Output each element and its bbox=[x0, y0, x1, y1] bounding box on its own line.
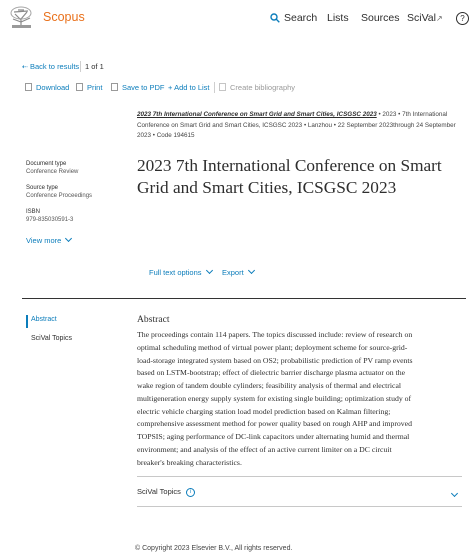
sidenav-scival-topics[interactable]: SciVal Topics bbox=[31, 335, 72, 342]
nav-sources[interactable]: Sources bbox=[361, 12, 400, 24]
abstract-line: comprehensive assessment method for power quality based on rough AHP and improved bbox=[137, 419, 412, 429]
abstract-heading: Abstract bbox=[137, 314, 170, 325]
help-icon[interactable]: ? bbox=[456, 12, 469, 25]
external-link-icon: ↗ bbox=[435, 14, 443, 23]
section-divider bbox=[22, 298, 466, 299]
chevron-down-icon bbox=[65, 235, 72, 242]
pdf-icon bbox=[111, 83, 118, 91]
sidenav-abstract[interactable]: Abstract bbox=[31, 316, 57, 323]
source-location-dates: Conference on Smart Grid and Smart Cities, ICSGSC 2023 • Lanzhou • 22 September 2023through 24 September bbox=[137, 121, 456, 129]
save-pdf-button[interactable] bbox=[111, 83, 165, 92]
back-to-results-label: Back to results bbox=[29, 62, 80, 71]
export-button[interactable] bbox=[222, 268, 254, 277]
abstract-line: breaker's breaking characteristics. bbox=[137, 457, 242, 467]
source-code: 2023 • Code 194615 bbox=[137, 132, 195, 139]
bibliography-icon bbox=[219, 83, 226, 91]
export-label: Export bbox=[222, 268, 244, 277]
divider bbox=[137, 506, 462, 507]
back-arrow-icon: ⇠ bbox=[22, 64, 28, 71]
print-button[interactable] bbox=[76, 83, 102, 92]
abstract-line: load-storage integrated system based on OS2; probabilistic prediction of PV ramp events bbox=[137, 355, 413, 365]
plus-icon: + bbox=[168, 83, 175, 92]
copyright: © Copyright 2023 Elsevier B.V., All rights reserved. bbox=[135, 545, 293, 552]
divider bbox=[137, 476, 462, 477]
view-more-label: View more bbox=[26, 236, 62, 245]
isbn-value: 979-835030591-3 bbox=[26, 217, 74, 224]
page-title-line-2: Grid and Smart Cities, ICSGSC 2023 bbox=[137, 178, 397, 197]
download-icon bbox=[25, 83, 32, 91]
doc-type-label: Document type bbox=[26, 161, 67, 167]
source-type-value: Conference Proceedings bbox=[26, 193, 93, 200]
full-text-options-label: Full text options bbox=[149, 268, 202, 277]
source-info bbox=[137, 110, 467, 142]
print-label: Print bbox=[87, 83, 103, 92]
abstract-line: based on LSTM-bootstrap; effect of dielectric barrier discharge plasma actuator on the bbox=[137, 368, 406, 378]
active-indicator bbox=[26, 315, 28, 328]
full-text-options-button[interactable] bbox=[149, 268, 212, 277]
elsevier-logo[interactable] bbox=[8, 6, 35, 29]
scopus-logo[interactable]: Scopus bbox=[43, 10, 85, 24]
document-details bbox=[26, 160, 92, 224]
nav-search-label: Search bbox=[284, 12, 318, 24]
chevron-down-icon[interactable] bbox=[452, 485, 457, 503]
print-icon bbox=[76, 83, 83, 91]
create-bibliography-button[interactable] bbox=[219, 83, 295, 92]
add-to-list-button[interactable] bbox=[168, 83, 210, 92]
abstract-line: electric vehicle charging station load model prediction based on Kalman filtering; bbox=[137, 406, 391, 416]
download-button[interactable] bbox=[25, 83, 69, 92]
save-pdf-label: Save to PDF bbox=[122, 83, 165, 92]
chevron-down-icon bbox=[248, 267, 255, 274]
toolbar-divider bbox=[80, 61, 81, 72]
page-title-line-1: 2023 7th International Conference on Smart bbox=[137, 156, 442, 175]
conference-link[interactable]: 2023 7th International Conference on Smart Grid and Smart Cities, ICSGSC 2023 bbox=[137, 111, 377, 118]
abstract-text bbox=[137, 329, 473, 469]
create-bibliography-label: Create bibliography bbox=[230, 83, 296, 92]
abstract-line: optimal scheduling method of virtual power plant; deployment scheme for source-grid- bbox=[137, 342, 408, 352]
info-icon[interactable]: i bbox=[186, 488, 195, 497]
nav-lists[interactable]: Lists bbox=[327, 12, 349, 24]
page-of: of bbox=[91, 62, 98, 71]
download-label: Download bbox=[36, 83, 70, 92]
scival-topics-label: SciVal Topics bbox=[137, 487, 181, 496]
toolbar-divider-2 bbox=[214, 82, 215, 93]
nav-search[interactable] bbox=[270, 12, 317, 24]
scival-topics-toggle[interactable] bbox=[137, 487, 195, 497]
nav-scival-label: SciVal bbox=[407, 12, 436, 24]
abstract-line: multigeneration energy supply system for existing single building; optimization study of bbox=[137, 393, 412, 403]
view-more-button[interactable] bbox=[26, 236, 71, 245]
abstract-line: environment; and analysis of the effect of an active current limiter on a DC circuit bbox=[137, 444, 392, 454]
isbn-label: ISBN bbox=[26, 208, 41, 215]
page-title bbox=[137, 155, 442, 199]
add-to-list-label: Add to List bbox=[174, 83, 210, 92]
pagination bbox=[85, 62, 104, 71]
abstract-line: The proceedings contain 114 papers. The topics discussed include: review of research on bbox=[137, 330, 413, 339]
chevron-down-icon bbox=[205, 267, 212, 274]
source-type-label: Source type bbox=[26, 184, 59, 191]
doc-type-value: Conference Review bbox=[26, 169, 79, 176]
page-current: 1 bbox=[85, 62, 90, 71]
abstract-line: TOPSIS; aging performance of DC-link capacitors under alternating humid and thermal bbox=[137, 432, 410, 441]
page-total: 1 bbox=[99, 62, 104, 71]
search-icon bbox=[270, 13, 280, 23]
source-year-series: • 2023 • 7th International bbox=[376, 111, 448, 118]
abstract-line: wake region of tandem double cylinders; feasibility analysis of thermal and electrical bbox=[137, 381, 402, 390]
nav-scival[interactable] bbox=[407, 12, 443, 24]
back-to-results-link[interactable] bbox=[22, 62, 79, 71]
